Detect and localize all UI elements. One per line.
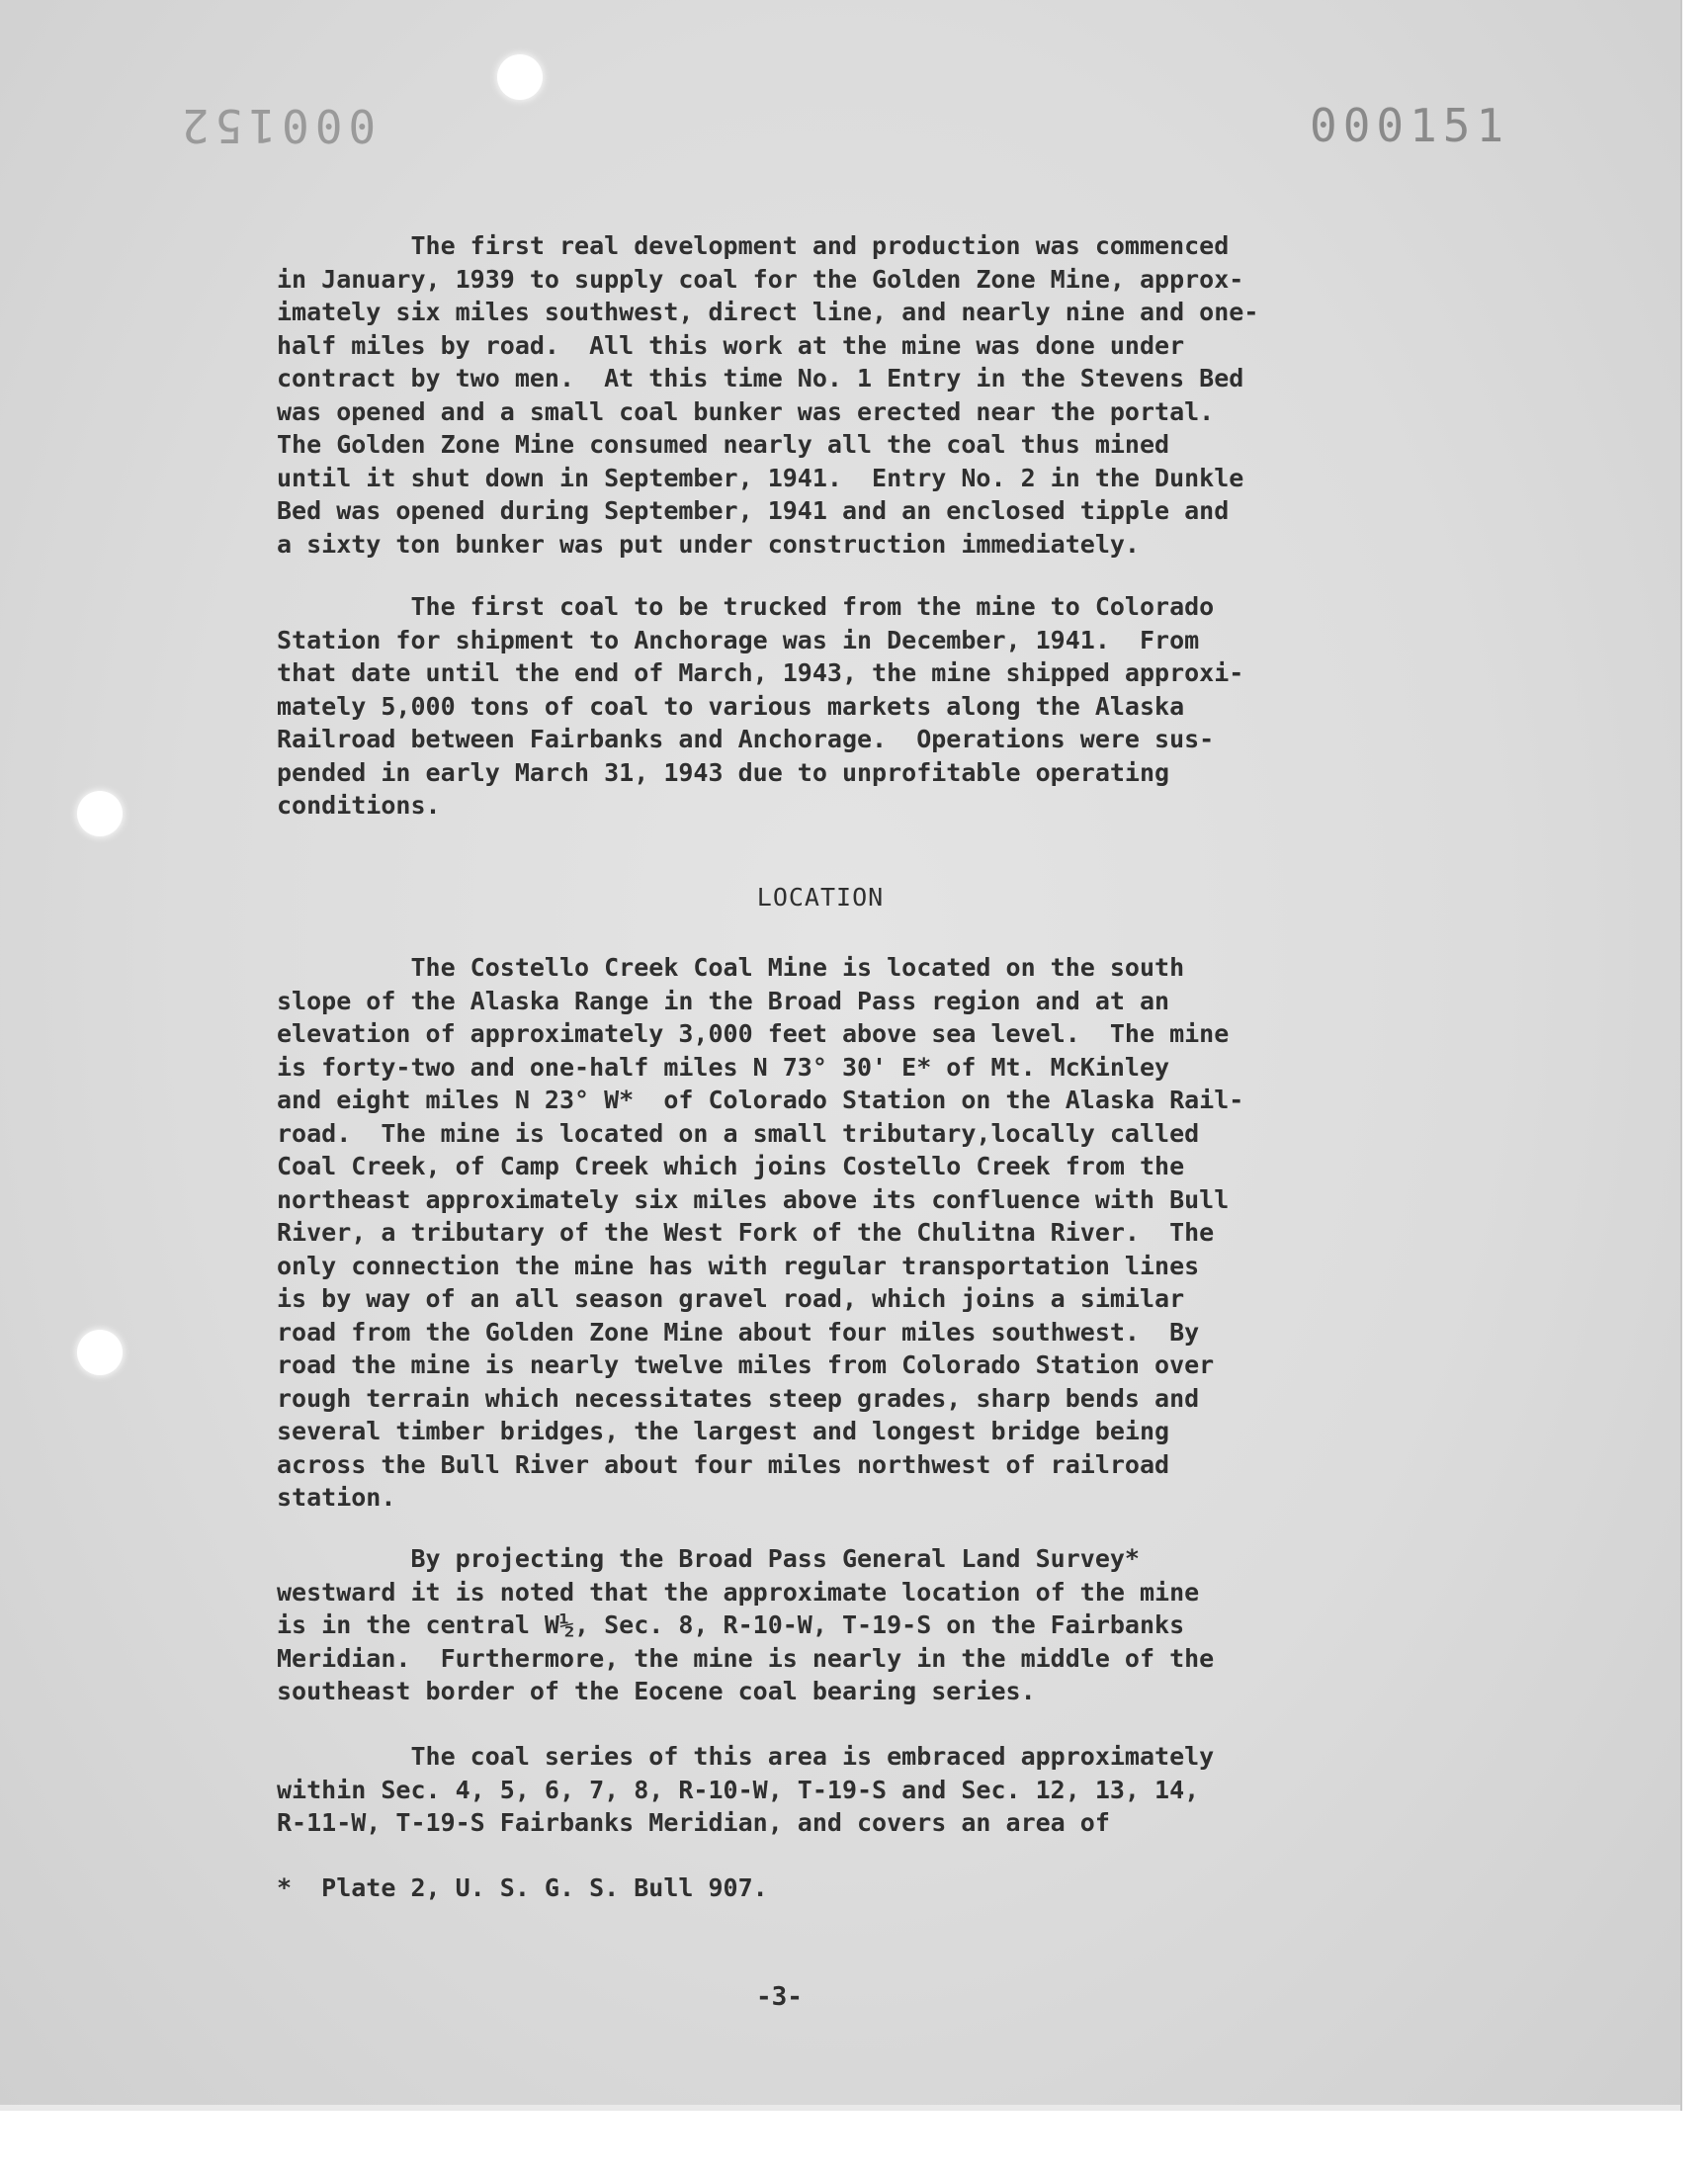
mirrored-page-stamp: 000152: [176, 99, 377, 152]
footnote: * Plate 2, U. S. G. S. Bull 907.: [277, 1873, 768, 1902]
punch-hole-top: [497, 54, 543, 100]
paragraph-shipping: The first coal to be trucked from the mine to Colorado Station for shipment to Anchorage was in December, 1941. From that date until the end of March, 1943, the mine shipped approxi- mately 5,000 tons of coal to various markets along the Alaska Railroad between Fairbanks and Anchorage. Operations were sus- pended in early March 31, 1943 due to unprofitable operating conditions.: [277, 592, 1244, 820]
paragraph-location: The Costello Creek Coal Mine is located on the south slope of the Alaska Range in the Broad Pass region and at an elevation of approximately 3,000 feet above sea level. The mine is forty-two and one-half miles N 73° 30' E* of Mt. McKinley and eight miles N 23° W* of Colorado Station on the Alaska Rail- road. The mine is located on a small tributary,locally called Coal Creek, of Camp Creek which joins Costello Creek from the northeast approximately six miles above its confluence with Bull River, a tributary of the West Fork of the Chulitna River. The only connection the mine has with regular transportation lines is by way of an all season gravel road, which joins a similar road from the Golden Zone Mine about four miles southwest. By road the mine is nearly twelve miles from Colorado Station over rough terrain which necessitates steep grades, sharp bends and several timber bridges, the largest and longest bridge being across the Bull River about four miles northwest of railroad station.: [277, 953, 1244, 1512]
paragraph-development: The first real development and production was commenced in January, 1939 to supply coal for the Golden Zone Mine, approx- imately six miles southwest, direct line, and nearly nine and one- half miles by road. All this work at the mine was done under contract by two men. At this time No. 1 Entry in the Stevens Bed was opened and a small coal bunker was erected near the portal. The Golden Zone Mine consumed nearly all the coal thus mined until it shut down in September, 1941. Entry No. 2 in the Dunkle Bed was opened during September, 1941 and an enclosed tipple and a sixty ton bunker was put under construction immediately.: [277, 231, 1259, 559]
paragraph-coal-series: The coal series of this area is embraced approximately within Sec. 4, 5, 6, 7, 8, R-10-W, T-19-S and Sec. 12, 13, 14, R-11-W, T-19-S Fairbanks Meridian, and covers an area of: [277, 1742, 1215, 1837]
page-number: -3-: [756, 1982, 803, 2012]
section-heading-location: LOCATION: [756, 883, 885, 912]
paragraph-survey: By projecting the Broad Pass General Land Survey* westward it is noted that the approximate location of the mine is in the central W½, Sec. 8, R-10-W, T-19-S on the Fairbanks Meridian. Furthermore, the mine is nearly in the middle of the southeast border of the Eocene coal bearing series.: [277, 1544, 1215, 1705]
page-stamp: 000151: [1310, 99, 1510, 152]
punch-hole-middle: [77, 791, 123, 836]
punch-hole-bottom: [77, 1330, 123, 1375]
